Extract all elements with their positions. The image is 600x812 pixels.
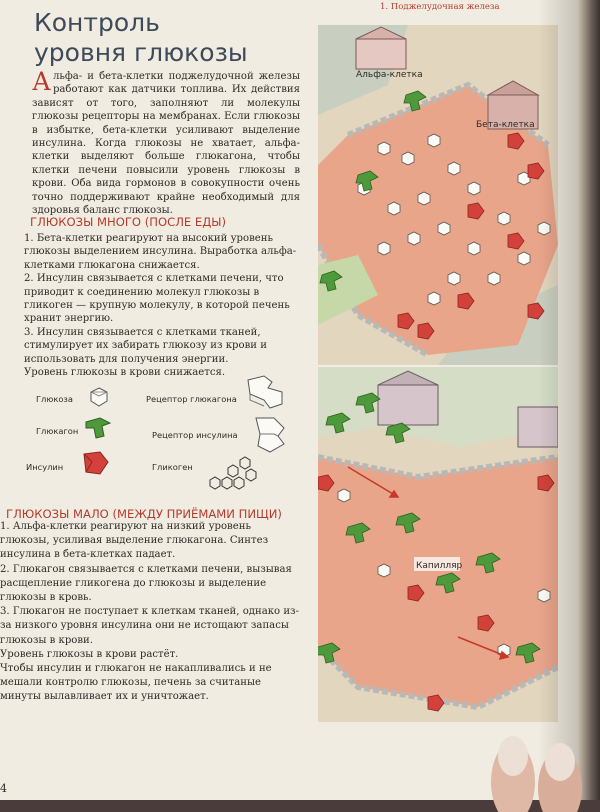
page-edge [578,0,600,800]
illustration-low-glucose [318,367,558,722]
illustration-high-glucose [318,25,558,365]
section-heading-low: ГЛЮКОЗЫ МАЛО (МЕЖДУ ПРИЁМАМИ ПИЩИ) [6,507,282,521]
section-heading-high: ГЛЮКОЗЫ МНОГО (ПОСЛЕ ЕДЫ) [30,215,227,229]
list-item: Уровень глюкозы в крови снижается. [24,367,226,379]
glycogen-icon [200,450,260,498]
list-item: 3. Глюкагон не поступает к клеткам тканей, однако из-за низкого уровня инсулина они не истощают запасы глюкозы в крови. [0,606,299,646]
legend-glucose-label: Глюкоза [36,394,73,404]
intro-text: льфа- и бета-клетки поджелудочной железы работают как датчики топлива. Их действия зависят от того, заполняют ли молекулы глюкозы рецепторы на мембранах. Если глюкозы в избытке, бета-клетки усиливают выделение инсулина. Когда глюкозы не хватает, альфа-клетки выделяют больше глюкагона, чтобы клетки печени повысили уровень глюкозы в крови. Оба вида гормонов в совокупности очень точно поддерживают крайне необходимый для здоровья баланс глюкозы. [32,71,300,217]
label-capillary: Капилляр [416,561,463,571]
fingers-photo [478,712,588,812]
list-item: 1. Альфа-клетки реагируют на низкий уровень глюкозы, усиливая выделение глюкагона. Синтез инсулина в бета-клетках падает. [0,521,269,561]
glucose-icon [88,386,110,408]
list-item: Чтобы инсулин и глюкагон не накапливались и не мешали контролю глюкозы, печень за считаные минуты вылавливает их и уничтожает. [0,663,272,703]
legend-glucagon-label: Глюкагон [36,426,79,436]
list-item: 1. Бета-клетки реагируют на высокий уровень глюкозы выделением инсулина. Выработка альфа-клетками глюкагона снижается. [24,233,297,271]
list-item: 2. Инсулин связывается с клетками печени, что приводит к соединению молекул глюкозы в гликоген — крупную молекулу, в которой печень хранит энергию. [24,273,290,325]
list-item: Уровень глюкозы в крови растёт. [0,648,179,660]
section-list-low [0,520,302,705]
title-line-1: Контроль [34,8,160,37]
page-title [34,8,248,68]
section-list-high [24,232,302,379]
list-item: 2. Глюкагон связывается с клетками печени, вызывая расщепление гликогена до глюкозы и выделение глюкозы в кровь. [0,563,292,604]
list-item: 3. Инсулин связывается с клетками тканей, стимулирует их забирать глюкозу из крови и использовать для получения энергии. [24,326,267,365]
intro-paragraph [32,67,300,217]
drop-cap: А [32,67,51,96]
legend-insulin-label: Инсулин [26,462,64,472]
chapter-header: 1. Поджелудочная железа [380,2,500,12]
insulin-icon [78,448,112,478]
legend-glycogen-label: Гликоген [152,462,193,472]
legend-glucagon-receptor-label: Рецептор глюкагона [146,394,237,404]
label-alpha-cell: Альфа-клетка [356,70,423,80]
legend-insulin-receptor-label: Рецептор инсулина [152,430,238,440]
glucagon-receptor-icon [242,372,292,412]
title-line-2: уровня глюкозы [34,38,248,67]
page-number: 4 [0,782,7,795]
label-beta-cell: Бета-клетка [476,120,535,130]
glucagon-icon [82,414,114,442]
